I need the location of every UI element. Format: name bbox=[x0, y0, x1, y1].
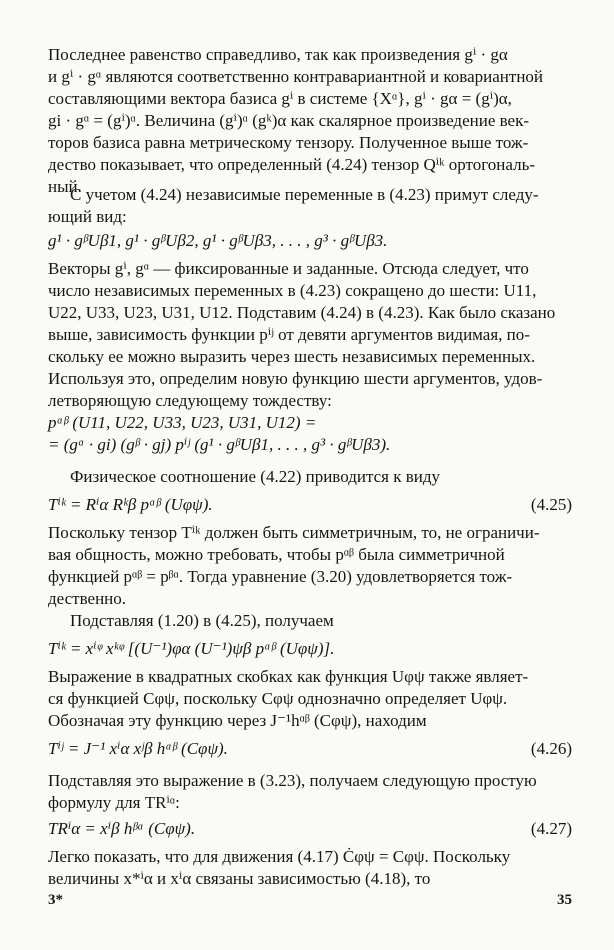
equation: Tⁱᵏ = Rⁱα Rᵏβ pᵅᵝ (Uφψ). bbox=[48, 495, 213, 514]
text-line: величины x*ⁱα и xⁱα связаны зависимостью (4.18), то bbox=[48, 869, 431, 888]
text-line: дественно. bbox=[48, 589, 127, 608]
text-line: Подставляя (1.20) в (4.25), получаем bbox=[70, 611, 334, 630]
text-line: составляющими вектора базиса gⁱ в системе {Xᵅ}, gⁱ · gα = (gⁱ)α, bbox=[48, 89, 512, 108]
text-line: число независимых переменных в (4.23) сокращено до шести: U11, bbox=[48, 281, 537, 300]
text-line: Векторы gⁱ, gᵅ — фиксированные и заданные. Отсюда следует, что bbox=[48, 259, 529, 278]
equation-line: pᵅᵝ (U11, U22, U33, U23, U31, U12) = bbox=[48, 413, 317, 432]
text-line: и gⁱ · gᵅ являются соответственно контравариантной и ковариантной bbox=[48, 67, 544, 86]
text-line: ющий вид: bbox=[48, 207, 127, 226]
text-line: торов базиса равна метрическому тензору. Полученное выше тож- bbox=[48, 133, 529, 152]
text-line: дество показывает, что определенный (4.24) тензор Qⁱᵏ ортогональ- bbox=[48, 155, 535, 174]
text-line: функцией pᵅᵝ = pᵝᵅ. Тогда уравнение (3.20) удовлетворяется тож- bbox=[48, 567, 513, 586]
text-line: Обозначая эту функцию через J⁻¹hᵅᵝ (Cφψ), находим bbox=[48, 711, 427, 730]
equation-line: = (gᵅ · gi) (gᵝ · gj) pⁱʲ (g¹ · gᵝUβ1, . . . , g³ · gᵝUβ3). bbox=[48, 435, 391, 454]
text-line: gi · gᵅ = (gⁱ)ᵅ. Величина (gⁱ)ᵅ (gᵏ)α как скалярное произведение век- bbox=[48, 111, 530, 130]
equation-line: g¹ · gᵝUβ1, g¹ · gᵝUβ2, g¹ · gᵝUβ3, . . . , g³ · gᵝUβ3. bbox=[48, 231, 388, 250]
equation: TRⁱα = xⁱβ hᵝᵅ (Cφψ). bbox=[48, 819, 196, 838]
equation-number: (4.26) bbox=[530, 739, 572, 758]
text-line: С учетом (4.24) независимые переменные в (4.23) примут следу- bbox=[70, 185, 539, 204]
page-number: 35 bbox=[557, 892, 572, 908]
equation-number: (4.25) bbox=[530, 495, 572, 514]
text-line: выше, зависимость функции pⁱʲ от девяти аргументов видимая, по- bbox=[48, 325, 530, 344]
text-line: Выражение в квадратных скобках как функция Uφψ также являет- bbox=[48, 667, 529, 686]
text-line: летворяющую следующему тождеству: bbox=[48, 391, 332, 410]
equation: Tⁱᵏ = xⁱᵠ xᵏᵠ [(U⁻¹)φα (U⁻¹)ψβ pᵅᵝ (Uφψ)]. bbox=[48, 639, 335, 658]
text-line: вая общность, можно требовать, чтобы pᵅᵝ была симметричной bbox=[48, 545, 505, 564]
equation: Tⁱʲ = J⁻¹ xⁱα xʲβ hᵅᵝ (Cφψ). bbox=[48, 739, 228, 758]
text-line: Физическое соотношение (4.22) приводится к виду bbox=[70, 467, 440, 486]
text-line: ся функцией Cφψ, поскольку Cφψ однозначно определяет Uφψ. bbox=[48, 689, 508, 708]
text-line: Используя это, определим новую функцию шести аргументов, удов- bbox=[48, 369, 543, 388]
text-line: Подставляя это выражение в (3.23), получаем следующую простую bbox=[48, 771, 537, 790]
text-line: Последнее равенство справедливо, так как произведения gⁱ · gα bbox=[48, 45, 508, 64]
text-line: Поскольку тензор Tⁱᵏ должен быть симметричным, то, не ограничи- bbox=[48, 523, 540, 542]
equation-number: (4.27) bbox=[530, 819, 572, 838]
text-line: Легко показать, что для движения (4.17) Ċφψ = Cφψ. Поскольку bbox=[48, 847, 511, 866]
text-line: формулу для TRⁱᵅ: bbox=[48, 793, 180, 812]
text-line: скольку ее можно выразить через шесть независимых переменных. bbox=[48, 347, 536, 366]
signature-mark: 3* bbox=[48, 892, 63, 908]
text-line: ный. bbox=[48, 177, 82, 196]
text-line: U22, U33, U23, U31, U12. Подставим (4.24) в (4.23). Как было сказано bbox=[48, 303, 556, 322]
